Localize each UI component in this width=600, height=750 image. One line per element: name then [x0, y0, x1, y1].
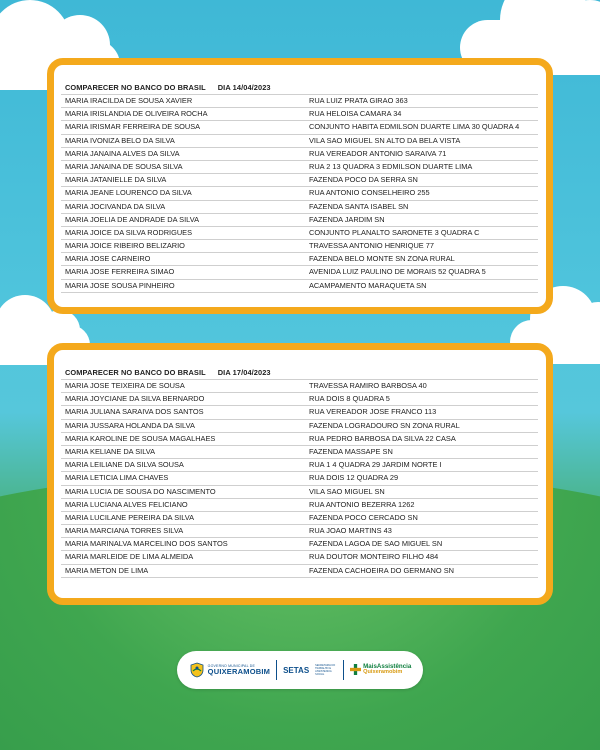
mais-line-2: Quixeramobim: [363, 669, 403, 676]
beneficiary-address: VILA SAO MIGUEL SN: [309, 486, 385, 496]
beneficiary-address: RUA VEREADOR JOSE FRANCO 113: [309, 407, 437, 417]
table-row: [61, 406, 538, 419]
quixeramobim-logo: [189, 662, 270, 678]
beneficiary-name: MARIA JOSE CARNEIRO: [65, 254, 151, 264]
beneficiary-address: FAZENDA SANTA ISABEL SN: [309, 201, 409, 211]
beneficiary-name: MARIA JOSE SOUSA PINHEIRO: [65, 280, 175, 290]
plus-icon: [350, 664, 361, 675]
beneficiary-name: MARIA JOSE FERREIRA SIMAO: [65, 267, 175, 277]
card-heading: [61, 83, 538, 95]
table-row: [61, 512, 538, 525]
beneficiary-address: FAZENDA POCO CERCADO SN: [309, 512, 418, 522]
beneficiary-address: RUA 2 13 QUADRA 3 EDMILSON DUARTE LIMA: [309, 161, 473, 171]
setas-subtitle: SECRETARIA DO TRABALHO E ASSISTENCIA SOCIAL: [315, 664, 336, 676]
beneficiary-name: MARIA JATANIELLE DA SILVA: [65, 175, 167, 185]
beneficiary-address: FAZENDA JARDIM SN: [309, 214, 385, 224]
beneficiary-address: RUA DOIS 8 QUADRA 5: [309, 394, 390, 404]
beneficiary-table: [61, 380, 538, 578]
beneficiary-address: RUA JOAO MARTINS 43: [309, 526, 392, 536]
beneficiary-name: MARIA LUCIA DE SOUSA DO NASCIMENTO: [65, 486, 216, 496]
table-row: [61, 551, 538, 564]
beneficiary-address: FAZENDA LAGOA DE SAO MIGUEL SN: [309, 539, 443, 549]
beneficiary-name: MARIA JOCIVANDA DA SILVA: [65, 201, 166, 211]
table-row: [61, 121, 538, 134]
table-row: [61, 227, 538, 240]
table-row: [61, 108, 538, 121]
heading-text: COMPARECER NO BANCO DO BRASIL: [65, 83, 206, 92]
beneficiary-name: MARIA JEANE LOURENCO DA SILVA: [65, 188, 192, 198]
table-row: [61, 201, 538, 214]
beneficiary-address: RUA LUIZ PRATA GIRAO 363: [309, 96, 408, 105]
city-crest-icon: [189, 662, 205, 678]
beneficiary-address: RUA DOUTOR MONTEIRO FILHO 484: [309, 552, 439, 562]
beneficiary-list-card-1: [47, 58, 553, 314]
table-row: [61, 393, 538, 406]
beneficiary-name: MARIA LUCIANA ALVES FELICIANO: [65, 499, 188, 509]
beneficiary-name: MARIA JOYCIANE DA SILVA BERNARDO: [65, 394, 205, 404]
beneficiary-address: AVENIDA LUIZ PAULINO DE MORAIS 52 QUADRA 5: [309, 267, 486, 277]
beneficiary-name: MARIA IRISLANDIA DE OLIVEIRA ROCHA: [65, 109, 208, 119]
gov-label: GOVERNO MUNICIPAL DE: [207, 663, 256, 668]
beneficiary-name: MARIA KAROLINE DE SOUSA MAGALHAES: [65, 433, 216, 443]
beneficiary-address: FAZENDA MASSAPE SN: [309, 446, 393, 456]
beneficiary-name: MARIA JOICE DA SILVA RODRIGUES: [65, 227, 193, 237]
card-heading: [61, 368, 538, 380]
table-row: [61, 499, 538, 512]
table-row: [61, 148, 538, 161]
beneficiary-address: ACAMPAMENTO MARAQUETA SN: [309, 280, 427, 290]
beneficiary-address: FAZENDA CACHOEIRA DO GERMANO SN: [309, 565, 454, 575]
beneficiary-address: FAZENDA POCO DA SERRA SN: [309, 175, 418, 185]
table-row: [61, 446, 538, 459]
beneficiary-address: RUA PEDRO BARBOSA DA SILVA 22 CASA: [309, 433, 456, 443]
mais-line-1: MaisAssistência: [363, 662, 412, 670]
heading-date: DIA 17/04/2023: [217, 368, 271, 377]
beneficiary-name: MARIA JOELIA DE ANDRADE DA SILVA: [65, 214, 200, 224]
beneficiary-name: MARIA IRISMAR FERREIRA DE SOUSA: [65, 122, 201, 132]
beneficiary-address: RUA VEREADOR ANTONIO SARAIVA 71: [309, 148, 447, 158]
table-row: [61, 266, 538, 279]
logo-divider: [276, 660, 277, 680]
beneficiary-name: MARIA IRACILDA DE SOUSA XAVIER: [65, 96, 193, 105]
setas-logo: SETAS: [283, 665, 310, 675]
beneficiary-table: [61, 95, 538, 293]
beneficiary-address: RUA DOIS 12 QUADRA 29: [309, 473, 399, 483]
beneficiary-address: VILA SAO MIGUEL SN ALTO DA BELA VISTA: [309, 135, 461, 145]
beneficiary-name: MARIA LUCILANE PEREIRA DA SILVA: [65, 512, 195, 522]
beneficiary-name: MARIA METON DE LIMA: [65, 565, 149, 575]
beneficiary-address: RUA 1 4 QUADRA 29 JARDIM NORTE I: [309, 460, 442, 470]
beneficiary-address: RUA ANTONIO CONSELHEIRO 255: [309, 188, 430, 198]
table-row: [61, 253, 538, 266]
table-row: [61, 380, 538, 393]
table-row: [61, 280, 538, 293]
heading-date: DIA 14/04/2023: [217, 83, 271, 92]
beneficiary-address: RUA HELOISA CAMARA 34: [309, 109, 402, 119]
beneficiary-address: RUA ANTONIO BEZERRA 1262: [309, 499, 415, 509]
beneficiary-address: TRAVESSA RAMIRO BARBOSA 40: [309, 381, 427, 390]
table-row: [61, 214, 538, 227]
table-row: [61, 565, 538, 578]
beneficiary-name: MARIA LETICIA LIMA CHAVES: [65, 473, 169, 483]
table-row: [61, 433, 538, 446]
beneficiary-name: MARIA MARCIANA TORRES SILVA: [65, 526, 184, 536]
logo-divider: [343, 660, 344, 680]
city-name: QUIXERAMOBIM: [207, 667, 271, 676]
beneficiary-address: TRAVESSA ANTONIO HENRIQUE 77: [309, 241, 434, 251]
beneficiary-name: MARIA JANAINA ALVES DA SILVA: [65, 148, 180, 158]
beneficiary-name: MARIA IVONIZA BELO DA SILVA: [65, 135, 175, 145]
beneficiary-name: MARIA JOICE RIBEIRO BELIZARIO: [65, 241, 185, 251]
table-row: [61, 135, 538, 148]
table-row: [61, 472, 538, 485]
heading-text: COMPARECER NO BANCO DO BRASIL: [65, 368, 206, 377]
beneficiary-list-card-2: [47, 343, 553, 605]
beneficiary-name: MARIA MARINALVA MARCELINO DOS SANTOS: [65, 539, 228, 549]
table-row: [61, 420, 538, 433]
beneficiary-address: CONJUNTO HABITA EDMILSON DUARTE LIMA 30 QUADRA 4: [309, 122, 520, 132]
table-row: [61, 240, 538, 253]
beneficiary-name: MARIA JANAINA DE SOUSA SILVA: [65, 161, 183, 171]
table-row: [61, 459, 538, 472]
footer-logos: [177, 651, 423, 689]
table-row: [61, 174, 538, 187]
table-row: [61, 161, 538, 174]
beneficiary-address: FAZENDA BELO MONTE SN ZONA RURAL: [309, 254, 455, 264]
mais-assistencia-logo: [350, 664, 411, 676]
beneficiary-address: FAZENDA LOGRADOURO SN ZONA RURAL: [309, 420, 460, 430]
table-row: [61, 525, 538, 538]
table-row: [61, 538, 538, 551]
beneficiary-address: CONJUNTO PLANALTO SARONETE 3 QUADRA C: [309, 227, 480, 237]
table-row: [61, 486, 538, 499]
beneficiary-name: MARIA MARLEIDE DE LIMA ALMEIDA: [65, 552, 194, 562]
beneficiary-name: MARIA JOSE TEIXEIRA DE SOUSA: [65, 381, 185, 390]
beneficiary-name: MARIA LEILIANE DA SILVA SOUSA: [65, 460, 184, 470]
table-row: [61, 187, 538, 200]
table-row: [61, 95, 538, 108]
beneficiary-name: MARIA JUSSARA HOLANDA DA SILVA: [65, 420, 195, 430]
beneficiary-name: MARIA JULIANA SARAIVA DOS SANTOS: [65, 407, 204, 417]
beneficiary-name: MARIA KELIANE DA SILVA: [65, 446, 156, 456]
